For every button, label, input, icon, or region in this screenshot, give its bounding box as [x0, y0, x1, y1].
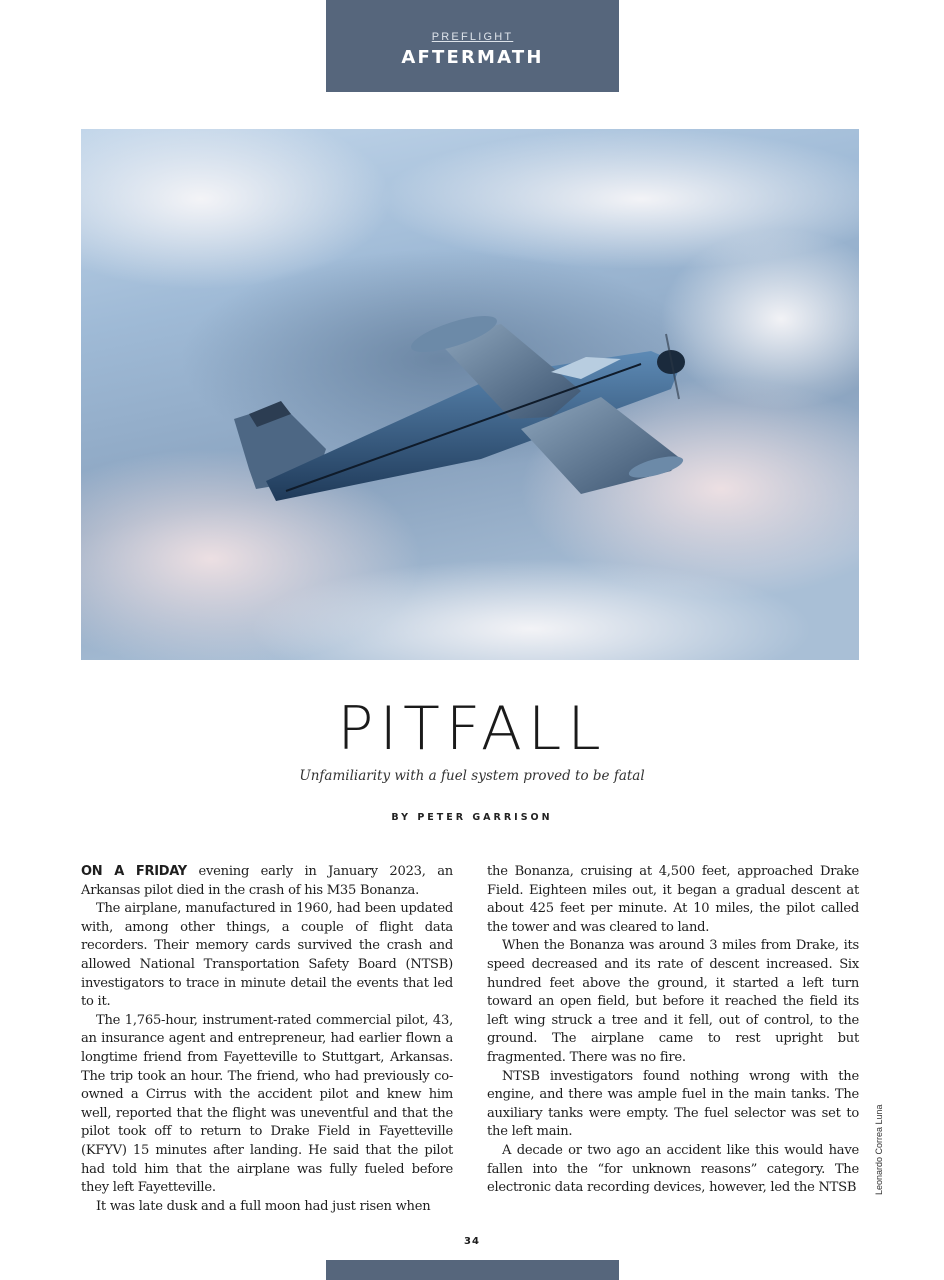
paragraph: It was late dusk and a full moon had just risen when	[96, 1198, 431, 1214]
paragraph: The 1,765-hour, instrument-rated commercial pilot, 43, an insurance agent and entrepreneur, had earlier flown a longtime friend from Fayetteville to Stuttgart, Arkansas. The trip took an hour. The friend, who had previously co-owned a Cirrus with the accident pilot and knew him well, reported that the flight was uneventful and that the pilot took off to return to Drake Field in Fayetteville (KFYV) 15 minutes after landing. He said that the pilot had told him that the airplane was fully fueled before they left Fayetteville.	[81, 1012, 453, 1196]
department-title: AFTERMATH	[401, 47, 544, 68]
paragraph: A decade or two ago an accident like this would have fallen into the “for unknown reasons” category. The electronic data recording devices, however, led the NTSB	[487, 1142, 859, 1196]
hero-photo	[81, 129, 859, 660]
article-title: PITFALL	[337, 694, 607, 764]
paragraph: NTSB investigators found nothing wrong with the engine, and there was ample fuel in the main tanks. The auxiliary tanks were empty. The fuel selector was set to the left main.	[487, 1068, 859, 1140]
paragraph-text: evening early in January 2023, an Arkansas pilot died in the crash of his M35 Bonanza.	[81, 864, 453, 898]
page-number: 34	[464, 1236, 480, 1247]
section-label: PREFLIGHT	[431, 31, 514, 43]
paragraph	[81, 863, 453, 900]
article-column-1	[81, 863, 453, 1216]
paragraph: the Bonanza, cruising at 4,500 feet, approached Drake Field. Eighteen miles out, it began a gradual descent at about 425 feet per minute. At 10 miles, the pilot called the tower and was cleared to land.	[487, 864, 859, 935]
byline: BY PETER GARRISON	[391, 812, 553, 823]
lead-in: ON A FRIDAY	[81, 864, 187, 879]
paragraph: When the Bonanza was around 3 miles from Drake, its speed decreased and its rate of descent increased. Six hundred feet above the ground, it started a left turn toward an open field, but before it reached the field its left wing struck a tree and it fell, out of control, to the ground. The airplane came to rest upright but fragmented. There was no fire.	[487, 938, 859, 1065]
section-header	[326, 0, 619, 92]
article-subtitle: Unfamiliarity with a fuel system proved to be fatal	[299, 768, 645, 784]
article-column-2	[487, 863, 859, 1198]
footer-tab	[326, 1260, 619, 1280]
photo-credit: Leonardo Correa Luna	[874, 1104, 884, 1195]
paragraph: The airplane, manufactured in 1960, had been updated with, among other things, a couple of flight data recorders. Their memory cards survived the crash and allowed National Transportation Safety Board (NTSB) investigators to trace in minute detail the events that led to it.	[81, 901, 453, 1010]
